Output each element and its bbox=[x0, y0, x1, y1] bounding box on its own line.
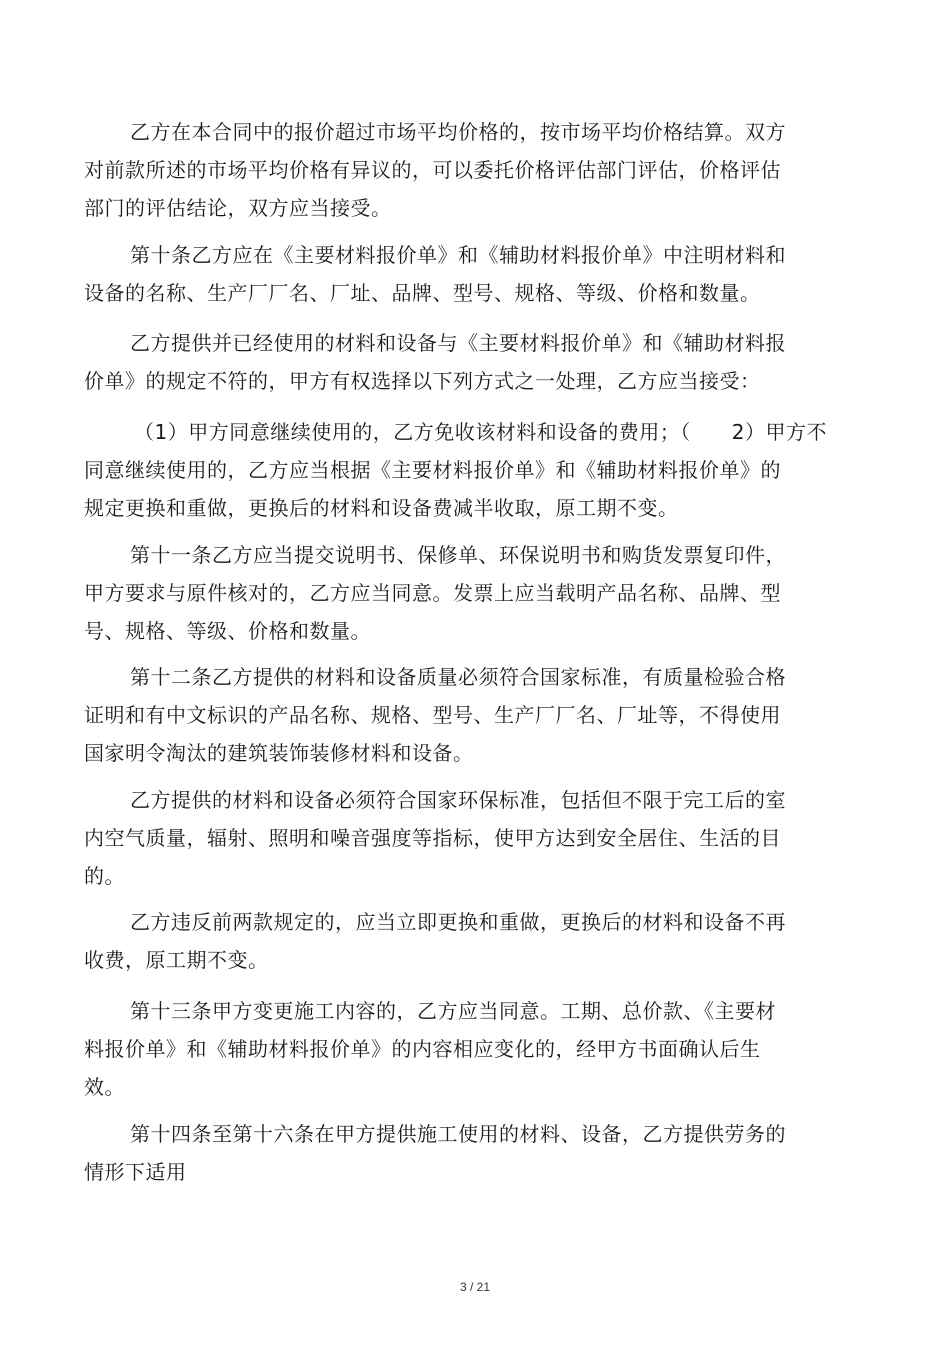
paragraph-line: 内空气质量，辐射、照明和噪音强度等指标，使甲方达到安全居住、生活的目 bbox=[84, 826, 781, 850]
paragraph-line: 证明和有中文标识的产品名称、规格、型号、生产厂厂名、厂址等，不得使用 bbox=[84, 703, 781, 727]
paragraph-violation-remedy bbox=[84, 903, 844, 979]
paragraph-line: 第十条乙方应在《主要材料报价单》和《辅助材料报价单》中注明材料和 bbox=[130, 243, 786, 267]
paragraph-line: 号、规格、等级、价格和数量。 bbox=[84, 619, 371, 643]
paragraph-line: 的。 bbox=[84, 864, 125, 888]
paragraph-line: 规定更换和重做，更换后的材料和设备费减半收取，原工期不变。 bbox=[84, 496, 679, 520]
paragraph-line: 收费，原工期不变。 bbox=[84, 948, 269, 972]
page-number: 3 / 21 bbox=[459, 1280, 491, 1294]
paragraph-line: 效。 bbox=[84, 1075, 125, 1099]
paragraph-line: 设备的名称、生产厂厂名、厂址、品牌、型号、规格、等级、价格和数量。 bbox=[84, 281, 761, 305]
paragraph-article-11 bbox=[84, 536, 844, 650]
paragraph-line: 料报价单》和《辅助材料报价单》的内容相应变化的，经甲方书面确认后生 bbox=[84, 1037, 761, 1061]
paragraph-line: 价单》的规定不符的，甲方有权选择以下列方式之一处理，乙方应当接受： bbox=[84, 369, 761, 393]
paragraph-line: 乙方提供的材料和设备必须符合国家环保标准，包括但不限于完工后的室 bbox=[130, 788, 786, 812]
paragraph-article-13 bbox=[84, 992, 844, 1106]
paragraph-price-settlement bbox=[84, 113, 844, 227]
paragraph-environmental-standards bbox=[84, 781, 844, 895]
paragraph-line: 情形下适用 bbox=[84, 1160, 187, 1184]
paragraph-article-10 bbox=[84, 236, 844, 312]
paragraph-line: 同意继续使用的，乙方应当根据《主要材料报价单》和《辅助材料报价单》的 bbox=[84, 458, 781, 482]
paragraph-line: 乙方违反前两款规定的，应当立即更换和重做，更换后的材料和设备不再 bbox=[130, 910, 786, 934]
paragraph-line: 甲方要求与原件核对的，乙方应当同意。发票上应当载明产品名称、品牌、型 bbox=[84, 581, 781, 605]
paragraph-line: 国家明令淘汰的建筑装饰装修材料和设备。 bbox=[84, 741, 474, 765]
paragraph-nonconforming-materials bbox=[84, 324, 844, 400]
paragraph-article-12 bbox=[84, 658, 844, 772]
paragraph-handling-options bbox=[84, 413, 844, 527]
paragraph-articles-14-16 bbox=[84, 1115, 844, 1191]
paragraph-line: 乙方提供并已经使用的材料和设备与《主要材料报价单》和《辅助材料报 bbox=[130, 331, 786, 355]
paragraph-line: 乙方在本合同中的报价超过市场平均价格的，按市场平均价格结算。双方 bbox=[130, 120, 786, 144]
paragraph-line: 第十一条乙方应当提交说明书、保修单、环保说明书和购货发票复印件， bbox=[130, 543, 786, 567]
paragraph-line: 第十四条至第十六条在甲方提供施工使用的材料、设备，乙方提供劳务的 bbox=[130, 1122, 786, 1146]
paragraph-line: （1）甲方同意继续使用的，乙方免收该材料和设备的费用；（ 2）甲方不 bbox=[134, 420, 827, 444]
paragraph-line: 部门的评估结论，双方应当接受。 bbox=[84, 196, 392, 220]
paragraph-line: 第十三条甲方变更施工内容的，乙方应当同意。工期、总价款、《主要材 bbox=[130, 999, 776, 1023]
paragraph-line: 第十二条乙方提供的材料和设备质量必须符合国家标准，有质量检验合格 bbox=[130, 665, 786, 689]
paragraph-line: 对前款所述的市场平均价格有异议的，可以委托价格评估部门评估，价格评估 bbox=[84, 158, 781, 182]
